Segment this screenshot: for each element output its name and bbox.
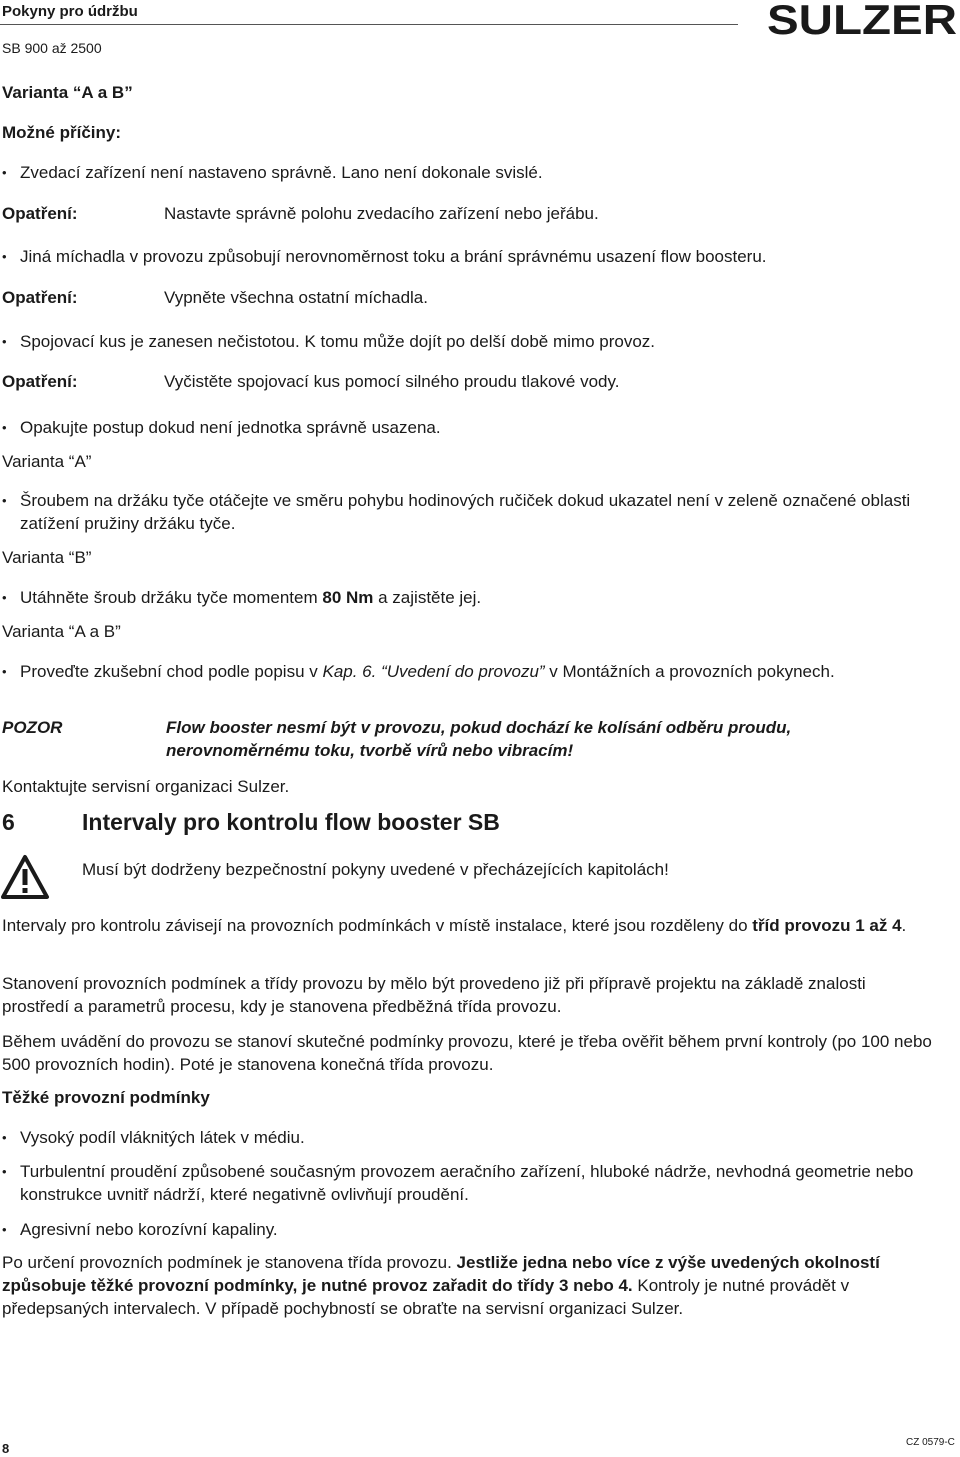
contact-line: Kontaktujte servisní organizaci Sulzer.: [2, 777, 290, 796]
measure-label: Opatření:: [2, 372, 78, 391]
paragraph: Intervaly pro kontrolu závisejí na provozních podmínkách v místě instalace, které jsou rozděleny do tříd provozu 1 až 4.: [2, 916, 907, 935]
measure-label: Opatření:: [2, 204, 78, 223]
test-run-step: • Proveďte zkušební chod podle popisu v Kap. 6. “Uvedení do provozu” v Montážních a provozních pokynech.: [2, 660, 835, 683]
repeat-item: • Opakujte postup dokud není jednotka správně usazena.: [2, 416, 441, 439]
logo-text: SULZER: [767, 0, 957, 40]
header-title: Pokyny pro údržbu: [2, 3, 138, 20]
paragraph: Během uvádění do provozu se stanoví skutečné podmínky provozu, které je třeba ověřit během první kontroly (po 100 nebo 500 provozních hodin). Poté je stanovena konečná třída provozu.: [2, 1032, 932, 1074]
cause-item: • Zvedací zařízení není nastaveno správně. Lano není dokonale svislé.: [2, 161, 543, 184]
variant-a-step: • Šroubem na držáku tyče otáčejte ve směru pohybu hodinových ručiček dokud ukazatel není v zeleně označené oblasti zatížení pružiny držáku tyče.: [2, 489, 920, 535]
variant-b-step: • Utáhněte šroub držáku tyče momentem 80 Nm a zajistěte jej.: [2, 586, 481, 609]
measure-label: Opatření:: [2, 288, 78, 307]
sulzer-logo: [766, 0, 958, 40]
variant-a-heading: Varianta “A”: [2, 452, 92, 471]
pozor-text: Flow booster nesmí být v provozu, pokud dochází ke kolísání odběru proudu, nerovnoměrnému toku, tvorbě vírů nebo vibracím!: [166, 718, 792, 760]
list-item: • Vysoký podíl vláknitých látek v médiu.: [2, 1126, 305, 1149]
measure-text: Vyčistěte spojovací kus pomocí silného proudu tlakové vody.: [164, 372, 620, 391]
header-subtitle: SB 900 až 2500: [2, 40, 102, 56]
final-paragraph: Po určení provozních podmínek je stanovena třída provozu. Jestliže jedna nebo více z výše uvedených okolností způsobuje těžké provozní podmínky, je nutné provoz zařadit do třídy 3 nebo 4. Kontroly je nutné provádět v předepsaných intervalech. V případě pochybností se obraťte na servisní organizaci Sulzer.: [2, 1253, 880, 1318]
cause-item: • Spojovací kus je zanesen nečistotou. K tomu může dojít po delší době mimo provoz.: [2, 330, 655, 353]
warning-triangle-icon: [0, 854, 50, 900]
measure-text: Nastavte správně polohu zvedacího zařízení nebo jeřábu.: [164, 204, 599, 223]
header-rule: [0, 24, 738, 25]
safety-note: Musí být dodrženy bezpečnostní pokyny uvedené v přecházejících kapitolách!: [82, 860, 669, 879]
variant-b-heading: Varianta “B”: [2, 548, 92, 567]
variant-ab-heading-2: Varianta “A a B”: [2, 622, 121, 641]
section-title: Intervaly pro kontrolu flow booster SB: [82, 809, 500, 835]
possible-causes-heading: Možné příčiny:: [2, 123, 122, 142]
document-code: CZ 0579-C: [906, 1437, 955, 1448]
paragraph: Stanovení provozních podmínek a třídy provozu by mělo být provedeno již při přípravě projektu na základě znalosti prostředí a parametrů procesu, kdy je stanovena předběžná třída provozu.: [2, 974, 866, 1016]
list-item: • Turbulentní proudění způsobené současným provozem aeračního zařízení, hluboké nádrže, nevhodná geometrie nebo konstrukce uvnitř nádrží, které negativně ovlivňují proudění.: [2, 1160, 920, 1206]
variant-ab-heading: Varianta “A a B”: [2, 83, 133, 102]
heavy-conditions-heading: Těžké provozní podmínky: [2, 1088, 210, 1107]
cause-item: • Jiná míchadla v provozu způsobují nerovnoměrnost toku a brání správnému usazení flow boosteru.: [2, 245, 767, 268]
page-number: 8: [2, 1441, 10, 1456]
measure-text: Vypněte všechna ostatní míchadla.: [164, 288, 428, 307]
list-item: • Agresivní nebo korozívní kapaliny.: [2, 1218, 278, 1241]
section-number: 6: [2, 809, 15, 835]
pozor-label: POZOR: [2, 718, 63, 737]
